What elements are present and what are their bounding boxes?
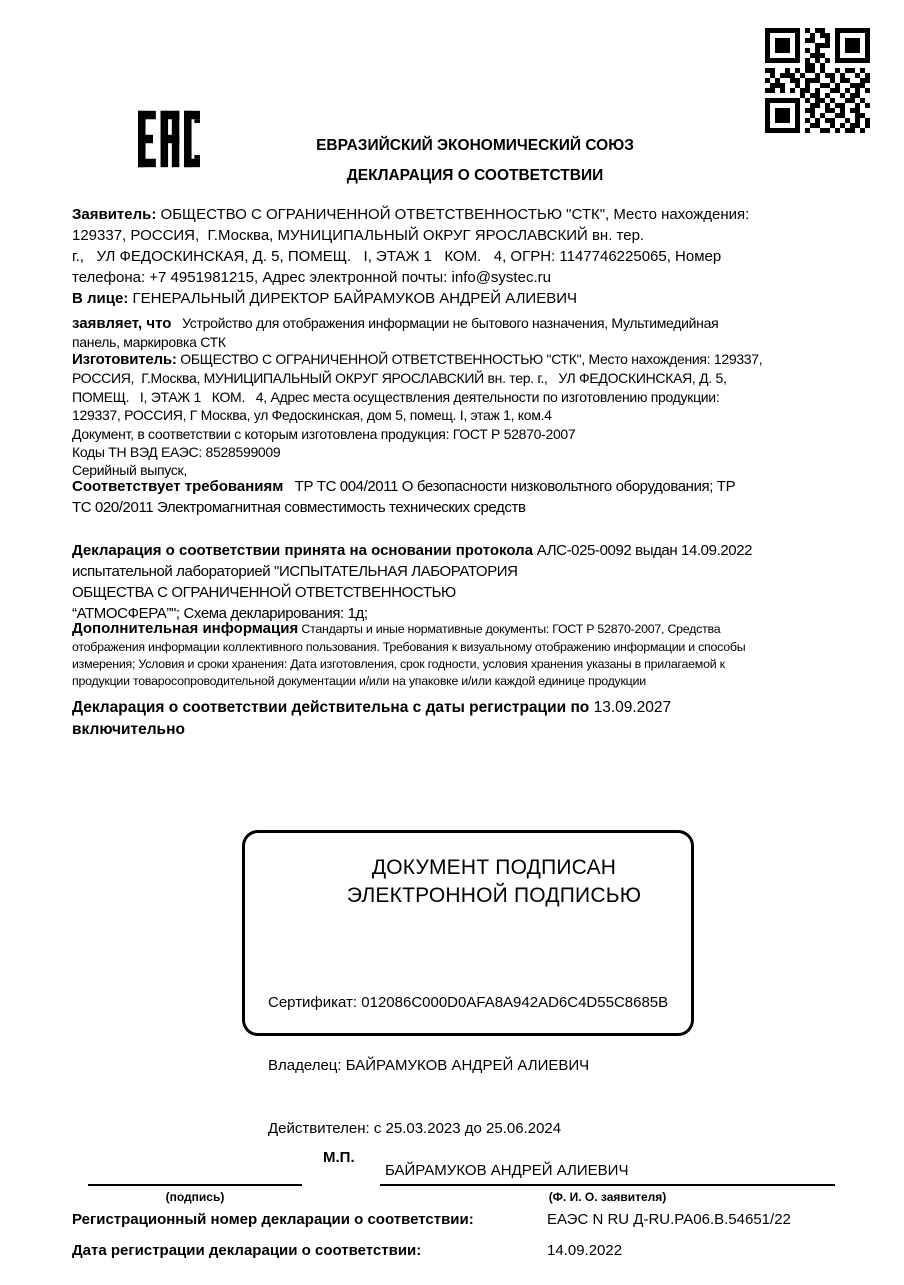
stamp-title-line2: ЭЛЕКТРОННОЙ ПОДПИСЬЮ bbox=[346, 883, 642, 907]
applicant-line: телефона: +7 4951981215, Адрес электронной почты: info@systec.ru bbox=[72, 269, 551, 286]
additional-info-line: отображения информации коллективного пользования. Требования к визуальному отображению информации и способы bbox=[72, 640, 746, 654]
compliance-line: ТС 020/2011 Электромагнитная совместимость технических средств bbox=[72, 499, 526, 516]
validity-paragraph bbox=[72, 697, 882, 740]
validity-label: Декларация о соответствии действительна с даты регистрации по bbox=[72, 699, 590, 716]
additional-info-paragraph bbox=[72, 619, 882, 690]
manufacturer-line: ПОМЕЩ. I, ЭТАЖ 1 КОМ. 4, Адрес места осуществления деятельности по изготовлению продукции: bbox=[72, 388, 720, 405]
applicant-text: ОБЩЕСТВО С ОГРАНИЧЕННОЙ ОТВЕТСТВЕННОСТЬЮ "СТК", Место нахождения: bbox=[156, 206, 750, 223]
in-person-text: ГЕНЕРАЛЬНЫЙ ДИРЕКТОР БАЙРАМУКОВ АНДРЕЙ АЛИЕВИЧ bbox=[128, 290, 577, 307]
validity-date: 13.09.2027 bbox=[589, 699, 672, 716]
declares-line: панель, маркировка СТК bbox=[72, 334, 226, 350]
electronic-signature-stamp bbox=[242, 830, 694, 1137]
reg-date-value: 14.09.2022 bbox=[547, 1242, 623, 1259]
declares-text: Устройство для отображения информации не бытового назначения, Мультимедийная bbox=[171, 315, 719, 331]
reg-number-label: Регистрационный номер декларации о соответствии: bbox=[72, 1211, 474, 1228]
declares-label: заявляет, что bbox=[72, 315, 172, 332]
applicant-name: БАЙРАМУКОВ АНДРЕЙ АЛИЕВИЧ bbox=[385, 1162, 629, 1179]
applicant-line: г., УЛ ФЕДОСКИНСКАЯ, Д. 5, ПОМЕЩ. I, ЭТАЖ 1 КОМ. 4, ОГРН: 1147746225065, Номер bbox=[72, 248, 722, 265]
protocol-line: испытательной лабораторией "ИСПЫТАТЕЛЬНАЯ ЛАБОРАТОРИЯ bbox=[72, 563, 518, 580]
stamp-place-label: М.П. bbox=[323, 1149, 355, 1166]
protocol-line: ОБЩЕСТВА С ОГРАНИЧЕННОЙ ОТВЕТСТВЕННОСТЬЮ bbox=[72, 584, 456, 601]
certificate-owner: Владелец: БАЙРАМУКОВ АНДРЕЙ АЛИЕВИЧ bbox=[268, 1057, 590, 1074]
additional-info-line: продукции товаросопроводительной документации и/или на упаковке и/или каждой единице продукции bbox=[72, 674, 646, 688]
manufacturer-label: Изготовитель: bbox=[72, 351, 177, 368]
certificate-number: Сертификат: 012086C000D0AFA8A942AD6C4D55C8685B bbox=[268, 994, 669, 1011]
reg-number-value: ЕАЭС N RU Д-RU.РА06.В.54651/22 bbox=[547, 1211, 791, 1228]
manufacturer-line: 129337, РОССИЯ, Г Москва, ул Федоскинская, дом 5, помещ. I, этаж 1, ком.4 bbox=[72, 407, 552, 424]
applicant-line: 129337, РОССИЯ, Г.Москва, МУНИЦИПАЛЬНЫЙ ОКРУГ ЯРОСЛАВСКИЙ вн. тер. bbox=[72, 227, 645, 244]
document-title: ДЕКЛАРАЦИЯ О СООТВЕТСТВИИ bbox=[346, 167, 604, 184]
tnved-codes-line: Коды ТН ВЭД ЕАЭС: 8528599009 bbox=[72, 444, 281, 461]
applicant-paragraph bbox=[72, 204, 872, 309]
protocol-text: АЛС-025-0092 выдан 14.09.2022 bbox=[533, 542, 753, 559]
reg-date-label: Дата регистрации декларации о соответствии: bbox=[72, 1242, 422, 1259]
manufacturer-line: Документ, в соответствии с которым изготовлена продукция: ГОСТ Р 52870-2007 bbox=[72, 425, 576, 442]
additional-info-label: Дополнительная информация bbox=[72, 620, 299, 637]
validity-label-2: включительно bbox=[72, 720, 185, 738]
protocol-paragraph bbox=[72, 540, 882, 624]
additional-info-line: измерения; Условия и сроки хранения: Дата изготовления, срок годности, условия хранения указаны в прилагаемой к bbox=[72, 657, 725, 671]
in-person-label: В лице: bbox=[72, 290, 129, 307]
stamp-title-line1: ДОКУМЕНТ ПОДПИСАН bbox=[371, 856, 617, 879]
stamp-title bbox=[245, 854, 691, 909]
protocol-line: “АТМОСФЕРА”"; Схема декларирования: 1д; bbox=[72, 605, 368, 622]
manufacturer-line: РОССИЯ, Г.Москва, МУНИЦИПАЛЬНЫЙ ОКРУГ ЯРОСЛАВСКИЙ вн. тер. г., УЛ ФЕДОСКИНСКАЯ, Д. 5, bbox=[72, 370, 727, 387]
additional-info-text: Стандарты и иные нормативные документы: ГОСТ Р 52870-2007, Средства bbox=[298, 622, 721, 636]
declares-paragraph bbox=[72, 314, 882, 352]
certificate-validity: Действителен: с 25.03.2023 до 25.06.2024 bbox=[268, 1120, 562, 1137]
manufacturer-paragraph bbox=[72, 350, 882, 480]
qr-code bbox=[765, 28, 870, 133]
name-line bbox=[380, 1184, 835, 1186]
protocol-label: Декларация о соответствии принята на основании протокола bbox=[72, 542, 533, 559]
name-caption: (Ф. И. О. заявителя) bbox=[548, 1190, 667, 1204]
compliance-text: ТР ТС 004/2011 О безопасности низковольтного оборудования; ТР bbox=[283, 478, 736, 495]
union-title: ЕВРАЗИЙСКИЙ ЭКОНОМИЧЕСКИЙ СОЮЗ bbox=[316, 137, 634, 154]
stamp-details bbox=[268, 950, 668, 1181]
compliance-paragraph bbox=[72, 476, 882, 518]
applicant-label: Заявитель: bbox=[72, 206, 157, 223]
signature-line bbox=[88, 1184, 302, 1186]
serial-release-line: Серийный выпуск, bbox=[72, 462, 187, 479]
signature-caption: (подпись) bbox=[165, 1190, 225, 1204]
compliance-label: Соответствует требованиям bbox=[72, 478, 284, 495]
manufacturer-text: ОБЩЕСТВО С ОГРАНИЧЕННОЙ ОТВЕТСТВЕННОСТЬЮ "СТК", Место нахождения: 129337, bbox=[176, 351, 763, 367]
